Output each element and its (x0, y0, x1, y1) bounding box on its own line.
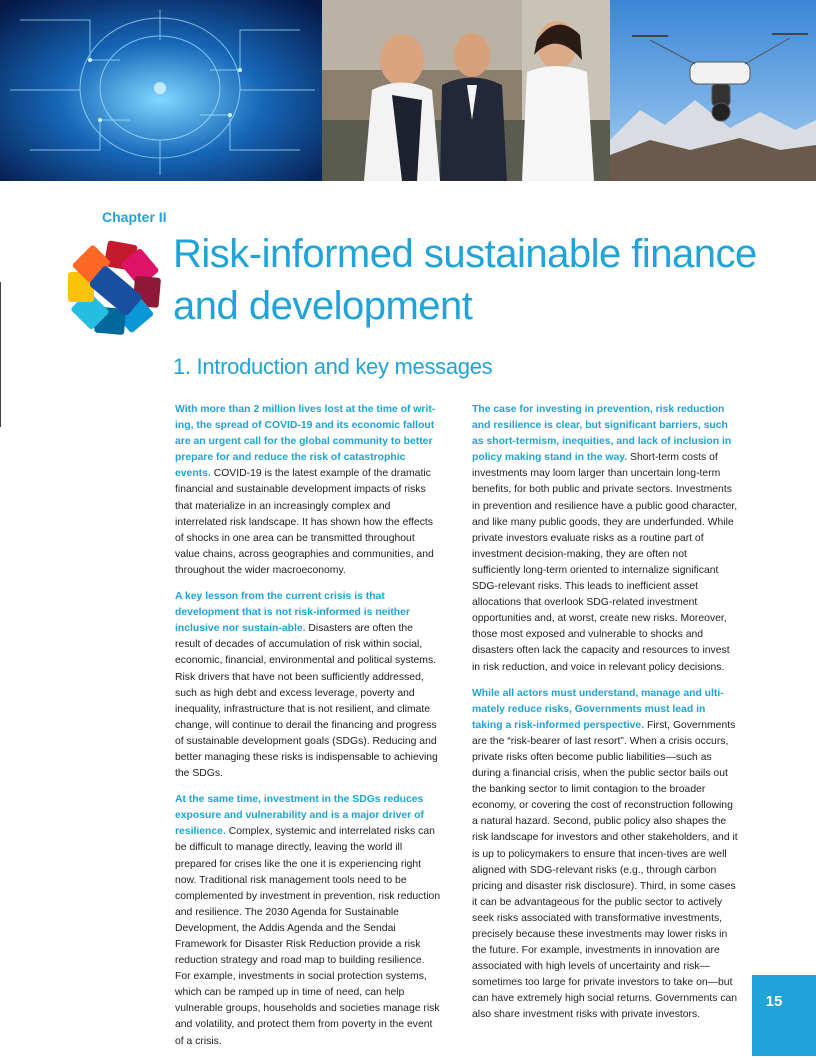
paragraph-body: Disasters are often the result of decades of accumulation of risk within social, economic, financial, environmental and political systems. Risk drivers that have not been sufficiently addressed, such as high debt and excess leverage, poverty and inequality, infrastructure that is not resilient, and climate change, will continue to derail the financing and progress of sustainable development goals (SDGs). Reducing and better managing these risks is indispensable to achieving the SDGs. (175, 623, 438, 780)
drone-image (610, 0, 816, 181)
margin-rule (0, 282, 1, 427)
paragraph (175, 792, 441, 1050)
paragraph (175, 589, 441, 782)
paragraph-lead: With more than 2 million lives lost at the time of writ-ing, the spread of COVID-19 and its economic fallout are an urgent call for the global community to better prepare for and reduce the risk of catastrophic events. (175, 404, 436, 480)
paragraph-body: COVID-19 is the latest example of the dramatic financial and sustainable development impacts of risks that materialize in an increasingly complex and interrelated risk landscape. It has shown how the effects of shocks in one area can be transmitted throughout value chains, across geographies and communities, and throughout the wider macroeconomy. (175, 468, 434, 576)
paragraph (472, 402, 738, 676)
left-column (175, 402, 441, 1060)
paragraph-lead: At the same time, investment in the SDGs reduces exposure and vulnerability and is a major driver of resilience. (175, 794, 424, 838)
digital-brain-image (0, 0, 322, 181)
paragraph-body: Complex, systemic and interrelated risks can be difficult to manage directly, leaving the world ill prepared for crises like the one it is experiencing right now. Traditional risk management tools need to be complemented by investment in prevention, risk reduction and resilience. The 2030 Agenda for Sustainable Development, the Addis Agenda and the Sendai Framework for Disaster Risk Reduction provide a risk reduction strategy and road map to building resilience. For example, investments in social protection systems, which can be ramped up in time of need, can help vulnerable groups, households and societies manage risk and volatility, and protect them from poverty in the event of a crisis. (175, 826, 441, 1047)
paragraph-body: First, Governments are the “risk-bearer of last resort”. When a crisis occurs, private risks often become public liabilities—such as during a financial crisis, when the public sector bails out the banking sector to limit contagion to the broader economy, or covering the cost of reconstruction following a natural hazard. Second, public policy also shapes the risk landscape for investors and other stakeholders, and it is up to policymakers to ensure that incen-tives are well aligned with SDG-relevant risks (e.g., through carbon pricing and disaster risk disclosure). Third, in some cases it can be advantageous for the public sector to actively seek risks associated with transformative investments, precisely because these investments may lower risks in the future. For example, investments in innovation are associated with high levels of uncertainty and risk—sometimes too large for private investors to take on—but can have extremely high social returns. Governments can also share investment risks with private investors. (472, 719, 738, 1021)
paragraph-body: Short-term costs of investments may loom larger than uncertain long-term benefits, for both public and private sectors. Investments in prevention and resilience have a public good character, and like many public goods, they are underfunded. While private investors evaluate risks as a routine part of investment decision-making, they are often not sufficiently long-term oriented to internalize significant SDG-relevant risks. This leads to inefficient asset allocations that overlook SDG-related investment opportunities and, at worst, create new risks. Moreover, those most exposed and vulnerable to shocks and disasters often lack the capacity and resources to invest in risk reduction, and voice in relevant policy decisions. (472, 452, 738, 673)
right-column (472, 402, 738, 1034)
paragraph (472, 686, 738, 1024)
section-heading: 1. Introduction and key messages (173, 354, 493, 379)
paragraph (175, 402, 441, 579)
paragraph-lead: A key lesson from the current crisis is that development that is not risk-informed is neither inclusive nor sustain-able. (175, 591, 410, 635)
title-line-1: Risk-informed sustainable finance (173, 232, 757, 276)
page-number: 15 (765, 993, 783, 1010)
chapter-title (173, 228, 773, 332)
paragraph-lead: While all actors must understand, manage and ulti-mately reduce risks, Governments must lead in taking a risk-informed perspective. (472, 687, 724, 731)
sdg-wheel-logo-icon (64, 236, 164, 336)
page-number-box (752, 975, 816, 1056)
header-banner (0, 0, 816, 181)
chapter-label: Chapter II (102, 209, 167, 225)
paragraph-lead: The case for investing in prevention, risk reduction and resilience is clear, but significant barriers, such as short-termism, inequities, and lack of inclusion in policy making stand in the way. (472, 404, 732, 464)
title-line-2: and development (173, 284, 473, 328)
schoolchildren-image (322, 0, 610, 181)
